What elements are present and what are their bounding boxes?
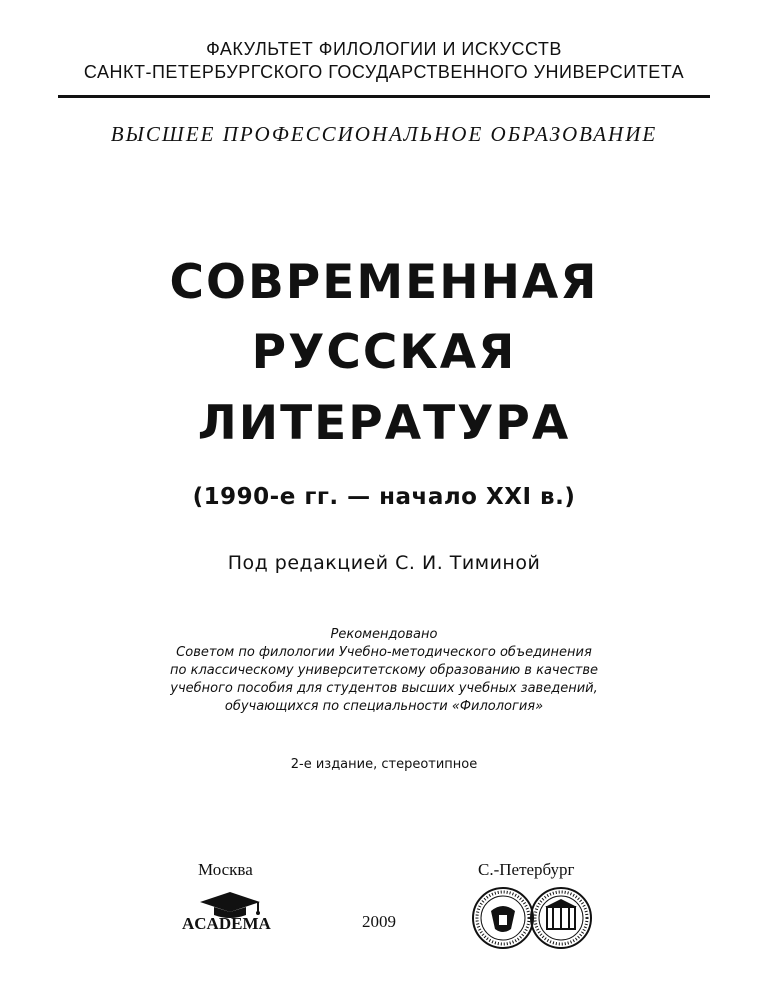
city-moscow: Москва	[198, 860, 253, 879]
seal-left	[473, 888, 533, 948]
faculty-line-2: САНКТ-ПЕТЕРБУРГСКОГО ГОСУДАРСТВЕННОГО УНИВЕРСИТЕТА	[83, 62, 685, 82]
recommendation-line: учебного пособия для студентов высших учебных заведений,	[170, 681, 598, 696]
book-title-line-1: СОВРЕМЕННАЯ	[169, 255, 599, 310]
university-seal-icon	[471, 885, 593, 951]
edition-note: 2-е издание, стереотипное	[290, 757, 478, 772]
faculty-line-1: ФАКУЛЬТЕТ ФИЛОЛОГИИ И ИСКУССТВ	[206, 39, 562, 59]
header-divider	[58, 95, 710, 98]
recommendation-block	[0, 626, 768, 716]
city-saint-petersburg: С.-Петербург	[478, 860, 575, 879]
recommendation-line: Советом по филологии Учебно-методического объединения	[176, 645, 592, 660]
book-title-line-2: РУССКАЯ	[251, 325, 517, 380]
recommendation-line: обучающихся по специальности «Филология»	[224, 699, 544, 714]
book-title-line-3: ЛИТЕРАТУРА	[197, 396, 571, 451]
seal-right	[531, 888, 591, 948]
series-title: ВЫСШЕЕ ПРОФЕССИОНАЛЬНОЕ ОБРАЗОВАНИЕ	[110, 122, 658, 146]
publication-year: 2009	[362, 912, 396, 931]
academia-logo	[180, 888, 290, 932]
editor-line: Под редакцией С. И. Тиминой	[227, 552, 541, 574]
book-subtitle: (1990-е гг. — начало XXI в.)	[192, 484, 576, 510]
publisher-logo-text: ACADEMA	[182, 914, 271, 932]
recommendation-line: по классическому университетскому образованию в качестве	[170, 663, 598, 678]
recommendation-line: Рекомендовано	[330, 627, 438, 642]
